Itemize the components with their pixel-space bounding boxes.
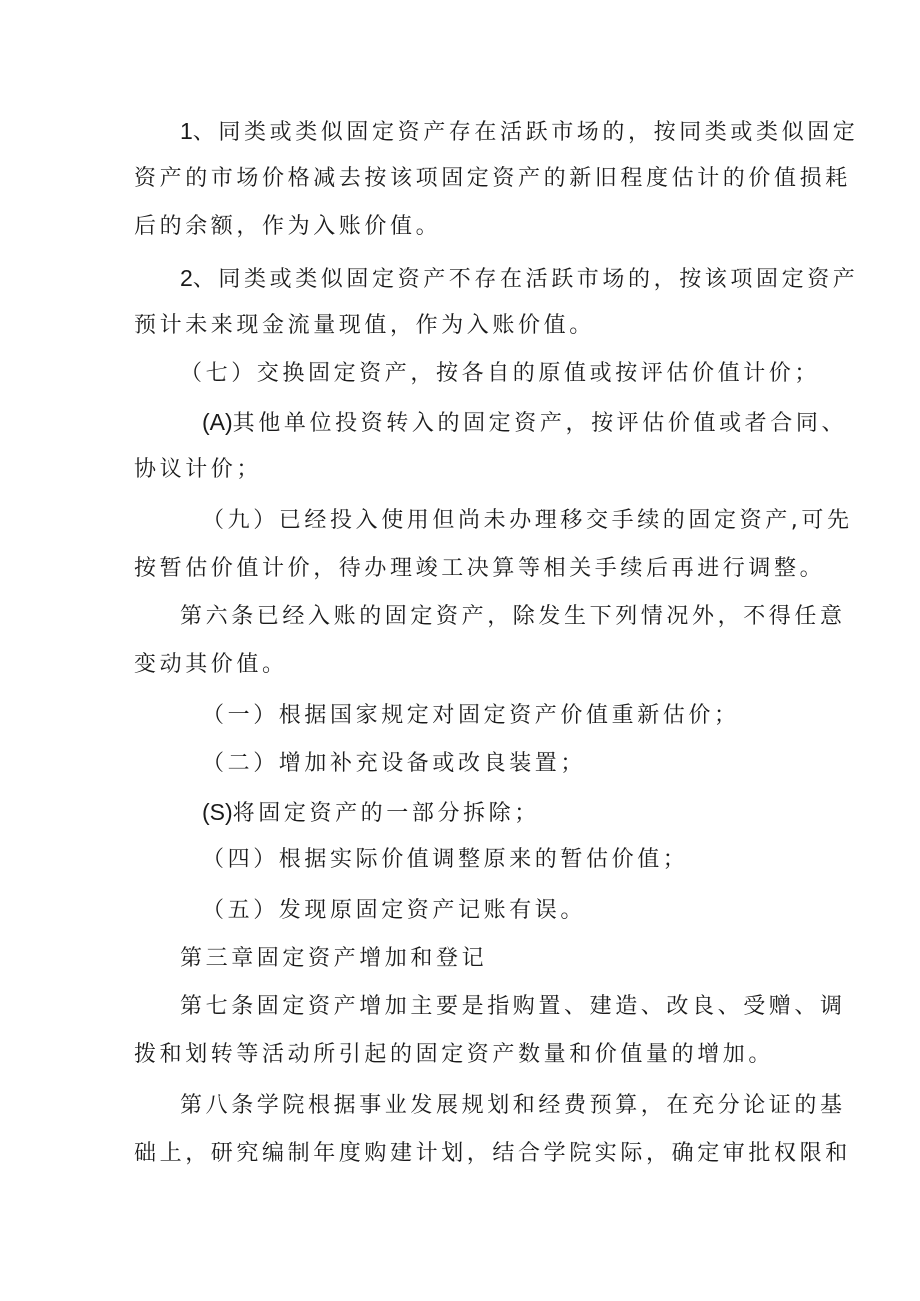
line-text: 将固定资产的一部分拆除； [232, 801, 540, 826]
item-1-line-2: 资产的市场价格减去按该项固定资产的新旧程度估计的价值损耗 [134, 166, 851, 191]
line-text: 、同类或类似固定资产不存在活跃市场的，按该项固定资产 [192, 267, 859, 292]
case-4-line: （四）根据实际价值调整原来的暂估价值； [202, 847, 689, 872]
case-1-line: （一）根据国家规定对固定资产价值重新估价； [202, 703, 740, 728]
chapter-3-heading: 第三章固定资产增加和登记 [180, 946, 488, 971]
item-number: 2 [180, 265, 193, 291]
article-8-line-2: 础上，研究编制年度购建计划，结合学院实际，确定审批权限和 [134, 1141, 851, 1166]
article-8-line-1: 第八条学院根据事业发展规划和经费预算，在充分论证的基 [180, 1093, 846, 1118]
item-1-line-1 [180, 118, 858, 146]
line-text: 其他单位投资转入的固定资产，按评估价值或者合同、 [232, 411, 848, 436]
case-2-line: （二）增加补充设备或改良装置； [202, 751, 587, 776]
article-6-line-1: 第六条已经入账的固定资产，除发生下列情况外，不得任意 [180, 604, 846, 629]
item-2-line-2: 预计未来现金流量现值，作为入账价值。 [134, 313, 595, 338]
item-1-line-3: 后的余额，作为入账价值。 [134, 214, 442, 239]
item-9-line-1: （九）已经投入使用但尚未办理移交手续的固定资产,可先 [202, 508, 853, 533]
item-7-line-1: （七）交换固定资产，按各自的原值或按评估价值计价； [180, 361, 821, 386]
item-a-line-2: 协议计价； [134, 457, 263, 482]
case-s-line [202, 799, 540, 827]
line-text: 、同类或类似固定资产存在活跃市场的，按同类或类似固定 [192, 120, 859, 145]
item-number: 1 [180, 118, 193, 144]
article-7-line-1: 第七条固定资产增加主要是指购置、建造、改良、受赠、调 [180, 994, 846, 1019]
item-2-line-1 [180, 265, 858, 293]
article-7-line-2: 拨和划转等活动所引起的固定资产数量和价值量的增加。 [134, 1042, 775, 1067]
item-a-line-1 [202, 409, 847, 437]
item-marker: (A) [202, 409, 233, 435]
case-5-line: （五）发现原固定资产记账有误。 [202, 898, 587, 923]
item-9-line-2: 按暂估价值计价，待办理竣工决算等相关手续后再进行调整。 [134, 556, 826, 581]
article-6-line-2: 变动其价值。 [134, 652, 288, 677]
item-marker: (S) [202, 799, 233, 825]
